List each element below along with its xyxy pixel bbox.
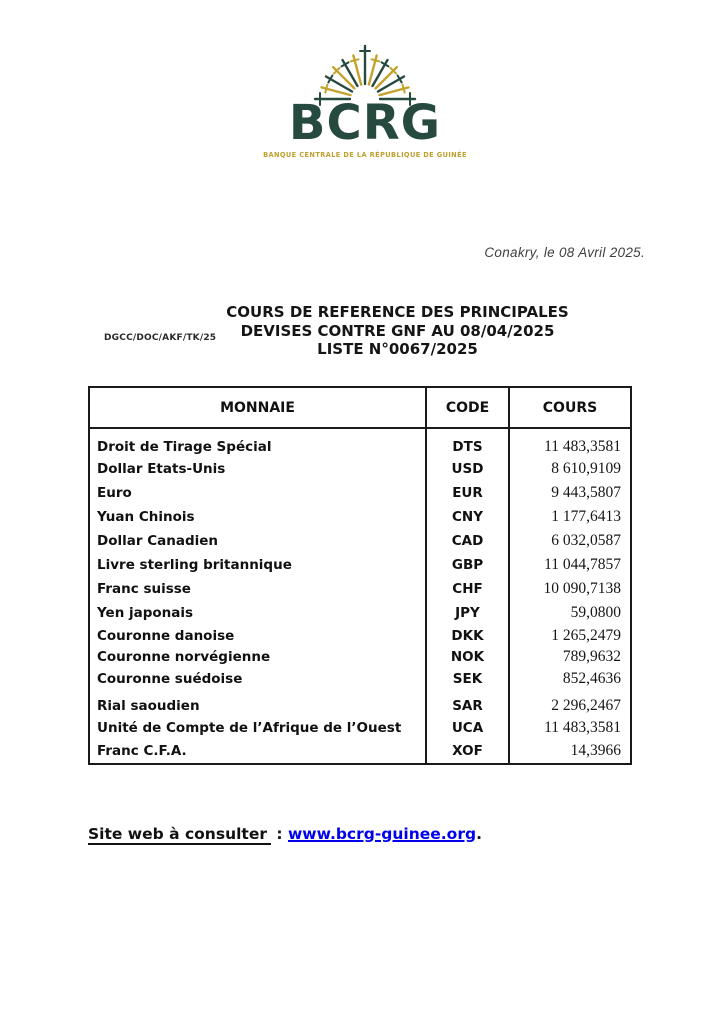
- table-row: [89, 457, 631, 481]
- currency-name: Couronne suédoise: [97, 670, 243, 687]
- currency-name: Livre sterling britannique: [97, 557, 292, 573]
- bcrg-logo: [6, 44, 724, 159]
- currency-rate: 6 032,0587: [509, 529, 631, 553]
- title-line-1: COURS DE REFERENCE DES PRINCIPALES: [226, 303, 569, 321]
- table-row: [89, 740, 631, 764]
- website-link[interactable]: www.bcrg-guinee.org: [287, 825, 477, 843]
- currency-rate: 2 296,2467: [509, 690, 631, 716]
- currency-rate: 11 483,3581: [509, 716, 631, 740]
- currency-rate: 1 177,6413: [509, 505, 631, 529]
- currency-code: GBP: [426, 553, 509, 577]
- logo-tagline: BANQUE CENTRALE DE LA RÉPUBLIQUE DE GUINÉE: [263, 151, 467, 159]
- table-row: [89, 505, 631, 529]
- table-row: [89, 625, 631, 647]
- currency-name: Yen japonais: [97, 605, 194, 621]
- table-row: [89, 481, 631, 505]
- currency-name: Yuan Chinois: [97, 509, 195, 525]
- document-title: [160, 303, 635, 359]
- currency-code: CNY: [426, 505, 509, 529]
- currency-name: Franc C.F.A.: [97, 743, 187, 759]
- currency-name: Couronne norvégienne: [97, 649, 271, 666]
- table-header-row: [89, 387, 631, 428]
- currency-rate: 852,4636: [509, 668, 631, 690]
- currency-code: SEK: [426, 668, 509, 690]
- table-row: [89, 647, 631, 669]
- currency-name: Dollar Etats-Unis: [97, 461, 226, 477]
- currency-code: JPY: [426, 601, 509, 625]
- currency-code: NOK: [426, 647, 509, 669]
- currency-code: XOF: [426, 740, 509, 764]
- currency-code: CAD: [426, 529, 509, 553]
- currency-code: EUR: [426, 481, 509, 505]
- website-separator: :: [270, 825, 288, 843]
- currency-code: DKK: [426, 625, 509, 647]
- table-row: [89, 553, 631, 577]
- table-row: [89, 428, 631, 457]
- currency-code: USD: [426, 457, 509, 481]
- currency-rate: 11 044,7857: [509, 553, 631, 577]
- currency-name: Unité de Compte de l’Afrique de l’Ouest: [97, 719, 402, 736]
- currency-name: Couronne danoise: [97, 627, 235, 644]
- rates-table: [88, 386, 632, 765]
- reference-code: DGCC/DOC/AKF/TK/25: [104, 333, 217, 343]
- currency-rate: 10 090,7138: [509, 577, 631, 601]
- currency-name: Dollar Canadien: [97, 533, 218, 549]
- currency-rate: 8 610,9109: [509, 457, 631, 481]
- table-row: [89, 668, 631, 690]
- header-cours: COURS: [509, 387, 631, 428]
- website-line: [88, 825, 482, 843]
- currency-rate: 9 443,5807: [509, 481, 631, 505]
- table-row: [89, 601, 631, 625]
- date-line: Conakry, le 08 Avril 2025.: [484, 245, 645, 260]
- currency-code: CHF: [426, 577, 509, 601]
- currency-rate: 59,0800: [509, 601, 631, 625]
- currency-code: SAR: [426, 690, 509, 716]
- website-label: Site web à consulter: [88, 825, 271, 845]
- table-row: [89, 529, 631, 553]
- website-period: .: [476, 825, 482, 843]
- table-row: [89, 716, 631, 740]
- currency-code: DTS: [426, 428, 509, 457]
- currency-name: Rial saoudien: [97, 697, 200, 714]
- currency-code: UCA: [426, 716, 509, 740]
- currency-rate: 789,9632: [509, 647, 631, 669]
- rates-table-container: [88, 386, 632, 765]
- header-code: CODE: [426, 387, 509, 428]
- table-row: [89, 577, 631, 601]
- table-row: [89, 690, 631, 716]
- currency-name: Euro: [97, 485, 132, 501]
- logo-acronym: BCRG: [288, 95, 442, 151]
- title-line-3: LISTE N°0067/2025: [317, 340, 478, 358]
- currency-name: Franc suisse: [97, 581, 191, 597]
- currency-rate: 11 483,3581: [509, 428, 631, 457]
- currency-rate: 14,3966: [509, 740, 631, 764]
- currency-name: Droit de Tirage Spécial: [97, 439, 272, 455]
- title-line-2: DEVISES CONTRE GNF AU 08/04/2025: [240, 321, 555, 340]
- header-monnaie: MONNAIE: [89, 387, 426, 428]
- currency-rate: 1 265,2479: [509, 625, 631, 647]
